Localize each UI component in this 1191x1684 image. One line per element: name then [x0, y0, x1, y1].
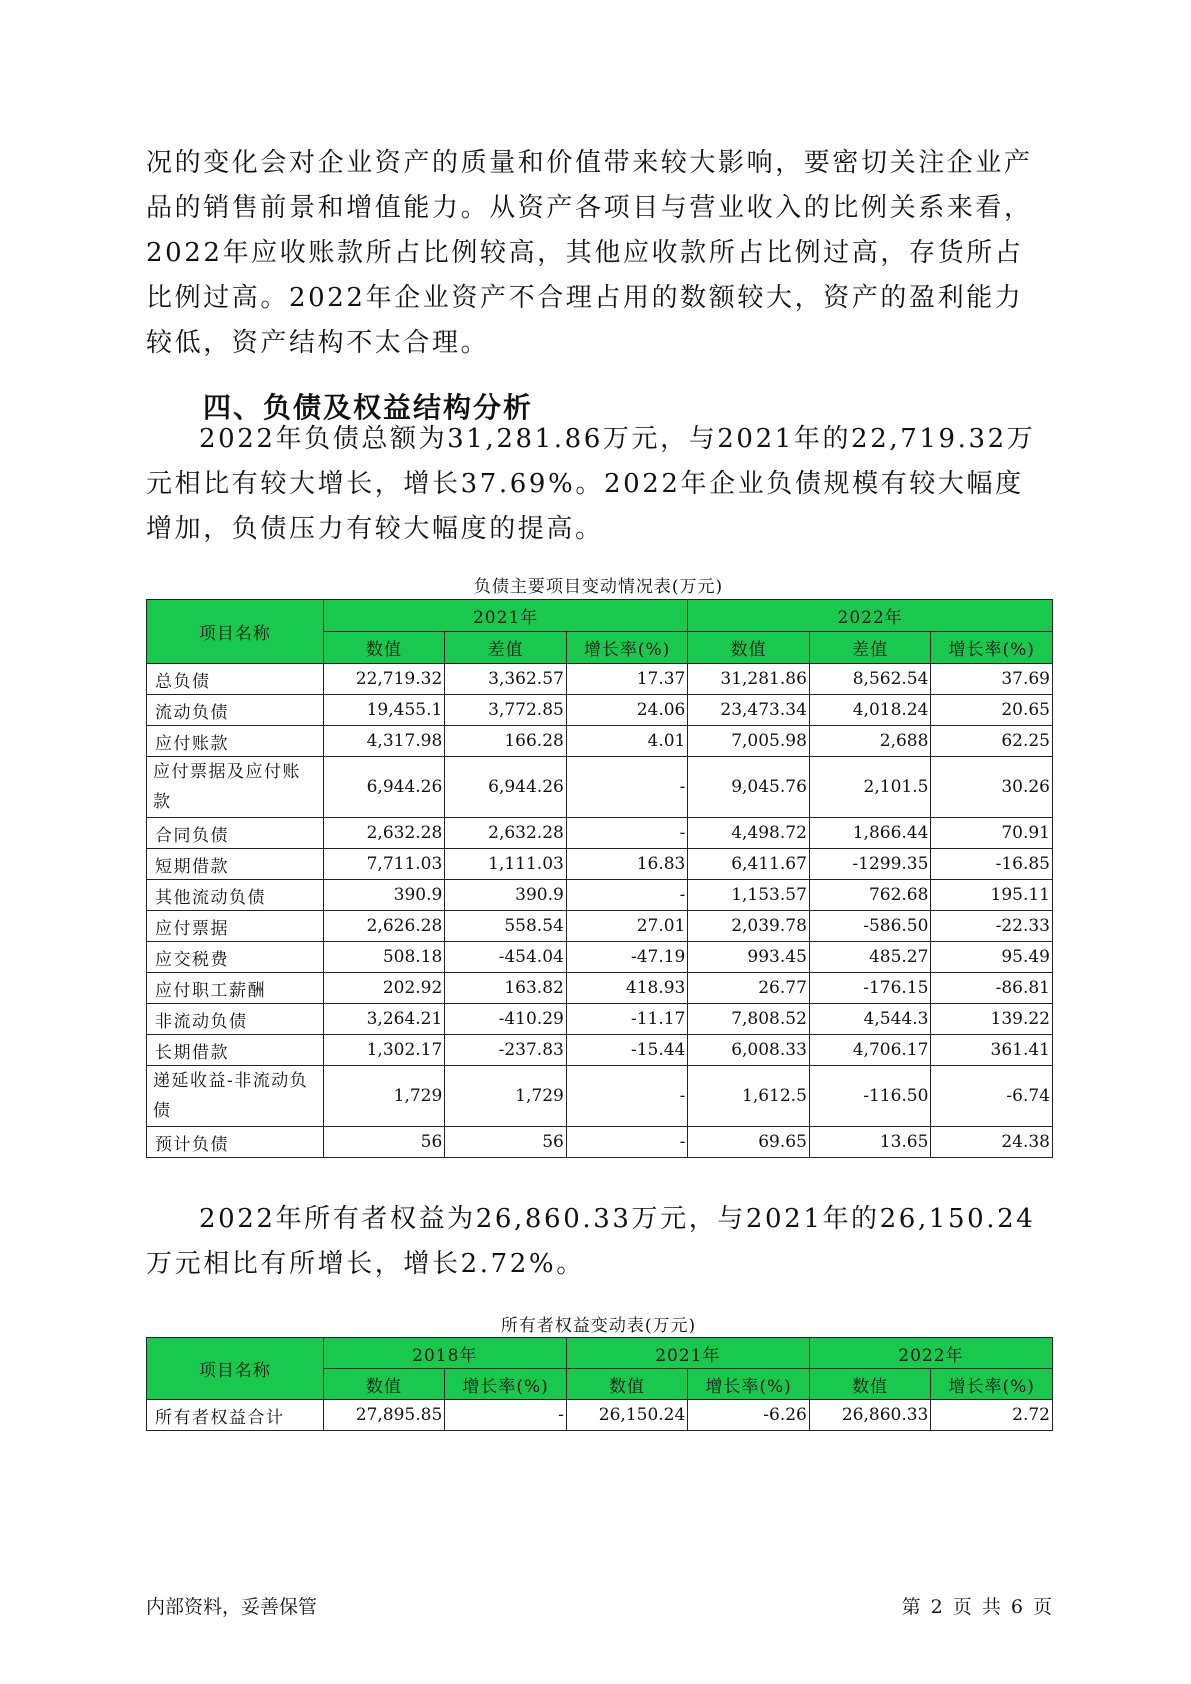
row-label: 长期借款 — [147, 1035, 324, 1066]
cell-value: 26,150.24 — [566, 1400, 688, 1431]
cell-value: - — [566, 757, 688, 818]
cell-value: 23,473.34 — [688, 695, 810, 726]
cell-value: 361.41 — [931, 1035, 1053, 1066]
header-year-2018: 2018年 — [323, 1338, 566, 1369]
row-label: 合同负债 — [147, 818, 324, 849]
cell-value: -15.44 — [566, 1035, 688, 1066]
row-label: 应付票据 — [147, 911, 324, 942]
cell-value: 6,944.26 — [323, 757, 445, 818]
cell-value: -454.04 — [445, 942, 567, 973]
cell-value: 2,101.5 — [809, 757, 931, 818]
cell-value: 56 — [445, 1127, 567, 1158]
section-heading: 四、负债及权益结构分析 — [203, 391, 534, 424]
cell-value: 2,688 — [809, 726, 931, 757]
cell-value: 7,808.52 — [688, 1004, 810, 1035]
row-label: 应交税费 — [147, 942, 324, 973]
cell-value: 993.45 — [688, 942, 810, 973]
cell-value: 3,362.57 — [445, 664, 567, 695]
cell-value: - — [566, 1127, 688, 1158]
cell-value: 69.65 — [688, 1127, 810, 1158]
cell-value: 1,302.17 — [323, 1035, 445, 1066]
debt-table-caption: 负债主要项目变动情况表(万元) — [473, 577, 724, 597]
cell-value: 4,544.3 — [809, 1004, 931, 1035]
cell-value: 4.01 — [566, 726, 688, 757]
cell-value: 762.68 — [809, 880, 931, 911]
cell-value: 62.25 — [931, 726, 1053, 757]
subheader-diff: 差值 — [445, 632, 567, 664]
cell-value: 558.54 — [445, 911, 567, 942]
subheader-value: 数值 — [323, 632, 445, 664]
cell-value: 4,706.17 — [809, 1035, 931, 1066]
cell-value: 1,866.44 — [809, 818, 931, 849]
cell-value: -86.81 — [931, 973, 1053, 1004]
table-row — [147, 818, 1053, 849]
cell-value: 2,626.28 — [323, 911, 445, 942]
subheader-value: 数值 — [323, 1369, 445, 1400]
table-row — [147, 1066, 1053, 1127]
cell-value: 6,944.26 — [445, 757, 567, 818]
row-label: 应付职工薪酬 — [147, 973, 324, 1004]
subheader-growth: 增长率(%) — [931, 632, 1053, 664]
table-row — [147, 911, 1053, 942]
header-year-2021: 2021年 — [566, 1338, 809, 1369]
debt-summary-paragraph: 2022年负债总额为31,281.86万元，与2021年的22,719.32万元相比有较大增长，增长37.69%。2022年企业负债规模有较大幅度增加，负债压力有较大幅度的提高。 — [146, 424, 1036, 544]
cell-value: - — [566, 1066, 688, 1127]
cell-value: - — [566, 818, 688, 849]
cell-value: 30.26 — [931, 757, 1053, 818]
cell-value: -47.19 — [566, 942, 688, 973]
header-year-2022: 2022年 — [809, 1338, 1052, 1369]
cell-value: -176.15 — [809, 973, 931, 1004]
cell-value: -237.83 — [445, 1035, 567, 1066]
cell-value: 56 — [323, 1127, 445, 1158]
cell-value: 27,895.85 — [323, 1400, 445, 1431]
cell-value: -6.74 — [931, 1066, 1053, 1127]
cell-value: 418.93 — [566, 973, 688, 1004]
subheader-value: 数值 — [809, 1369, 931, 1400]
cell-value: 13.65 — [809, 1127, 931, 1158]
footer-confidential-note: 内部资料，妥善保管 — [146, 1596, 318, 1618]
cell-value: 1,153.57 — [688, 880, 810, 911]
cell-value: 95.49 — [931, 942, 1053, 973]
cell-value: 17.37 — [566, 664, 688, 695]
debt-table — [146, 599, 1053, 1158]
cell-value: - — [445, 1400, 567, 1431]
table-row — [147, 942, 1053, 973]
cell-value: -22.33 — [931, 911, 1053, 942]
cell-value: 6,008.33 — [688, 1035, 810, 1066]
cell-value: 195.11 — [931, 880, 1053, 911]
cell-value: 1,729 — [323, 1066, 445, 1127]
row-label: 应付账款 — [147, 726, 324, 757]
table-row — [147, 1127, 1053, 1158]
cell-value: 19,455.1 — [323, 695, 445, 726]
subheader-growth: 增长率(%) — [566, 632, 688, 664]
row-label: 非流动负债 — [147, 1004, 324, 1035]
cell-value: 9,045.76 — [688, 757, 810, 818]
header-year-2021: 2021年 — [323, 600, 688, 632]
cell-value: -586.50 — [809, 911, 931, 942]
cell-value: -11.17 — [566, 1004, 688, 1035]
row-label: 其他流动负债 — [147, 880, 324, 911]
cell-value: -16.85 — [931, 849, 1053, 880]
subheader-growth: 增长率(%) — [931, 1369, 1053, 1400]
table-row — [147, 695, 1053, 726]
equity-summary-paragraph: 2022年所有者权益为26,860.33万元，与2021年的26,150.24万元相比有所增长，增长2.72%。 — [146, 1204, 1036, 1279]
row-label: 所有者权益合计 — [147, 1400, 324, 1431]
equity-table — [146, 1337, 1053, 1431]
cell-value: 163.82 — [445, 973, 567, 1004]
table-row — [147, 1004, 1053, 1035]
subheader-value: 数值 — [566, 1369, 688, 1400]
cell-value: 26.77 — [688, 973, 810, 1004]
row-label: 递延收益-非流动负债 — [147, 1066, 324, 1127]
header-item-name: 项目名称 — [147, 600, 324, 664]
cell-value: -116.50 — [809, 1066, 931, 1127]
cell-value: 37.69 — [931, 664, 1053, 695]
row-label: 总负债 — [147, 664, 324, 695]
row-label: 流动负债 — [147, 695, 324, 726]
table-row — [147, 664, 1053, 695]
table-row — [147, 1035, 1053, 1066]
cell-value: -6.26 — [688, 1400, 810, 1431]
cell-value: - — [566, 880, 688, 911]
table-row — [147, 973, 1053, 1004]
cell-value: 7,711.03 — [323, 849, 445, 880]
cell-value: 24.06 — [566, 695, 688, 726]
cell-value: 16.83 — [566, 849, 688, 880]
equity-table-caption: 所有者权益变动表(万元) — [500, 1316, 697, 1336]
row-label: 应付票据及应付账款 — [147, 757, 324, 818]
cell-value: 24.38 — [931, 1127, 1053, 1158]
cell-value: 3,264.21 — [323, 1004, 445, 1035]
cell-value: -1299.35 — [809, 849, 931, 880]
row-label: 短期借款 — [147, 849, 324, 880]
cell-value: 6,411.67 — [688, 849, 810, 880]
cell-value: 2.72 — [931, 1400, 1053, 1431]
cell-value: 1,729 — [445, 1066, 567, 1127]
cell-value: 1,111.03 — [445, 849, 567, 880]
header-item-name: 项目名称 — [147, 1338, 324, 1400]
cell-value: 2,632.28 — [445, 818, 567, 849]
cell-value: 2,039.78 — [688, 911, 810, 942]
table-row — [147, 1400, 1053, 1431]
cell-value: 390.9 — [323, 880, 445, 911]
cell-value: 70.91 — [931, 818, 1053, 849]
cell-value: 22,719.32 — [323, 664, 445, 695]
cell-value: 20.65 — [931, 695, 1053, 726]
cell-value: 4,317.98 — [323, 726, 445, 757]
table-row — [147, 726, 1053, 757]
cell-value: 4,018.24 — [809, 695, 931, 726]
cell-value: 166.28 — [445, 726, 567, 757]
cell-value: 8,562.54 — [809, 664, 931, 695]
cell-value: 139.22 — [931, 1004, 1053, 1035]
cell-value: 3,772.85 — [445, 695, 567, 726]
table-row — [147, 849, 1053, 880]
table-row — [147, 757, 1053, 818]
cell-value: 2,632.28 — [323, 818, 445, 849]
cell-value: 1,612.5 — [688, 1066, 810, 1127]
subheader-growth: 增长率(%) — [688, 1369, 810, 1400]
cell-value: 508.18 — [323, 942, 445, 973]
subheader-growth: 增长率(%) — [445, 1369, 567, 1400]
header-year-2022: 2022年 — [688, 600, 1053, 632]
cell-value: 31,281.86 — [688, 664, 810, 695]
cell-value: 7,005.98 — [688, 726, 810, 757]
row-label: 预计负债 — [147, 1127, 324, 1158]
cell-value: -410.29 — [445, 1004, 567, 1035]
footer-page-number: 第 2 页 共 6 页 — [901, 1596, 1052, 1618]
subheader-diff: 差值 — [809, 632, 931, 664]
cell-value: 202.92 — [323, 973, 445, 1004]
table-row — [147, 880, 1053, 911]
cell-value: 485.27 — [809, 942, 931, 973]
cell-value: 26,860.33 — [809, 1400, 931, 1431]
subheader-value: 数值 — [688, 632, 810, 664]
cell-value: 390.9 — [445, 880, 567, 911]
intro-paragraph: 况的变化会对企业资产的质量和价值带来较大影响，要密切关注企业产品的销售前景和增值能力。从资产各项目与营业收入的比例关系来看，2022年应收账款所占比例较高，其他应收款所占比例过高，存货所占比例过高。2022年企业资产不合理占用的数额较大，资产的盈利能力较低，资产结构不太合理。 — [146, 148, 1033, 358]
cell-value: 27.01 — [566, 911, 688, 942]
cell-value: 4,498.72 — [688, 818, 810, 849]
